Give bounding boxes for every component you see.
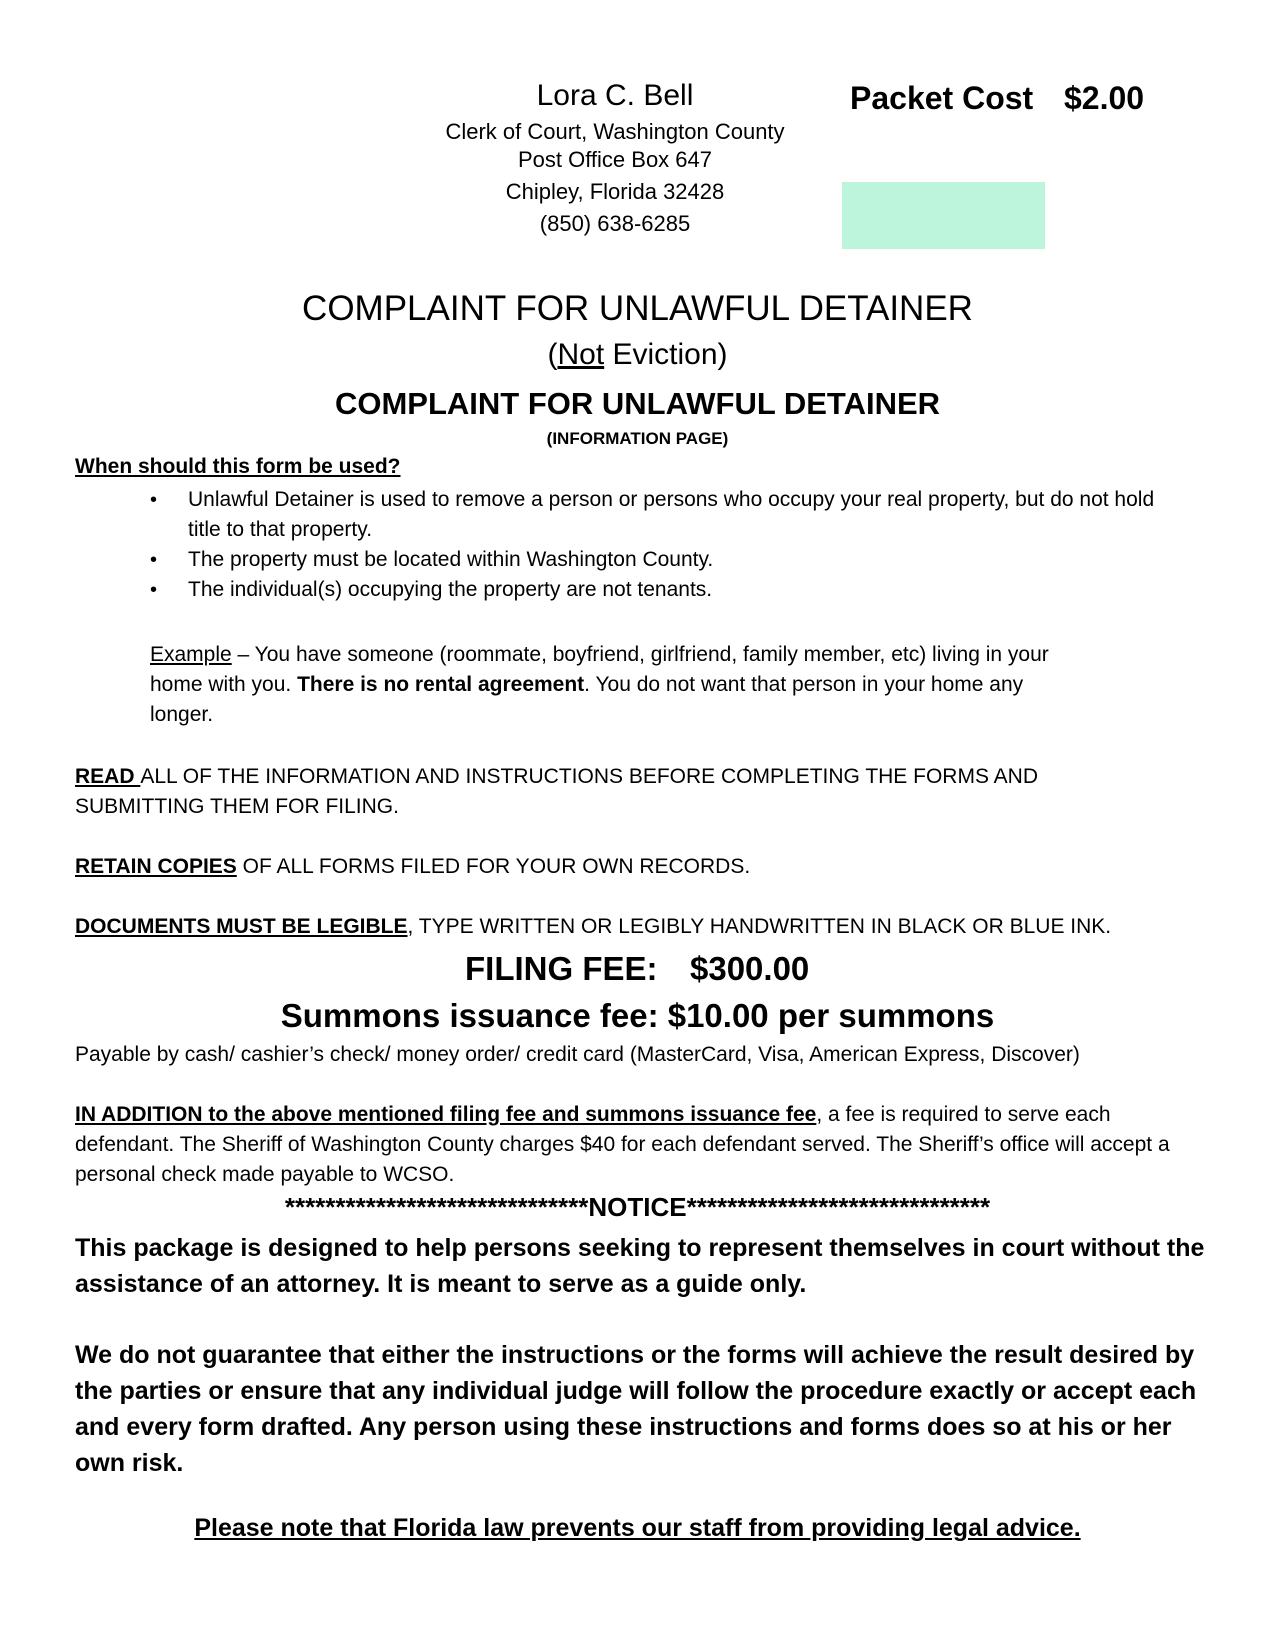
list-item: • Unlawful Detainer is used to remove a person or persons who occupy your real property, but do not hold title to that property.	[150, 485, 1170, 545]
packet-cost-label: Packet Cost	[850, 80, 1034, 116]
additional-fee-paragraph	[75, 1100, 1205, 1190]
address-line-2: Chipley, Florida 32428	[505, 179, 725, 204]
packet-cost-value: $2.00	[1064, 80, 1145, 116]
notice-stars-left: ******************************	[284, 1192, 589, 1222]
list-item: • The property must be located within Washington County.	[150, 545, 1170, 575]
notice-paragraph-2: We do not guarantee that either the instructions or the forms will achieve the result desired by the parties or ensure that any individual judge will follow the procedure exactly or accept each and every form drafted. Any person using these instructions and forms does so at his or her own risk.	[75, 1341, 1197, 1477]
clerk-office: Clerk of Court, Washington County	[445, 119, 785, 144]
example-text-2: . You do not want that person in your home any longer.	[150, 673, 1024, 726]
filing-fee-label: FILING FEE:	[465, 950, 658, 987]
clerk-stamp-area	[842, 182, 1045, 249]
retain-label: RETAIN COPIES	[75, 855, 237, 878]
payment-methods: Payable by cash/ cashier’s check/ money order/ credit card (MasterCard, Visa, American Express, Discover)	[75, 1043, 1080, 1066]
example-label: Example	[150, 643, 232, 666]
legible-label: DOCUMENTS MUST BE LEGIBLE	[75, 915, 408, 938]
example-text-1: – You have someone (roommate, boyfriend, girlfriend, family member, etc) living in your home with you.	[150, 643, 1049, 696]
notice-stars-right: ******************************	[686, 1192, 991, 1222]
form-title: COMPLAINT FOR UNLAWFUL DETAINER	[302, 289, 973, 328]
filing-fee-value: $300.00	[690, 950, 810, 987]
read-instruction	[75, 762, 1055, 822]
additional-fee-text: , a fee is required to serve each defendant. The Sheriff of Washington County charges $40 for each defendant served. The Sheriff’s office will accept a personal check made payable to WCSO.	[75, 1103, 1170, 1186]
read-label: READ	[75, 765, 141, 788]
legible-text: , TYPE WRITTEN OR LEGIBLY HANDWRITTEN IN BLACK OR BLUE INK.	[407, 915, 1112, 938]
summons-fee: Summons issuance fee: $10.00 per summons	[280, 997, 995, 1034]
notice-banner	[0, 1190, 1275, 1224]
additional-fee-label: IN ADDITION to the above mentioned filing fee and summons issuance fee	[75, 1103, 817, 1126]
example-bold: There is no rental agreement	[297, 673, 585, 696]
address-line-1: Post Office Box 647	[517, 147, 713, 172]
retain-instruction	[75, 852, 1195, 882]
clerk-name: Lora C. Bell	[536, 79, 694, 112]
form-subtitle	[0, 336, 1275, 374]
example-paragraph	[150, 640, 1090, 730]
legal-advice-note: Please note that Florida law prevents our staff from providing legal advice.	[194, 1514, 1081, 1542]
list-item: • The individual(s) occupying the property are not tenants.	[150, 575, 1170, 605]
subtitle-open: (	[547, 338, 558, 371]
notice-label: NOTICE	[588, 1192, 687, 1222]
information-page-label: (INFORMATION PAGE)	[546, 429, 729, 448]
when-used-list	[150, 485, 1170, 605]
notice-paragraph-1: This package is designed to help persons seeking to represent themselves in court without the assistance of an attorney. It is meant to serve as a guide only.	[75, 1234, 1205, 1298]
read-text: ALL OF THE INFORMATION AND INSTRUCTIONS BEFORE COMPLETING THE FORMS AND SUBMITTING THEM FOR FILING.	[75, 765, 1038, 818]
subtitle-not: Not	[557, 338, 605, 371]
when-used-heading: When should this form be used?	[75, 455, 401, 478]
retain-text: OF ALL FORMS FILED FOR YOUR OWN RECORDS.	[236, 855, 751, 878]
phone-number: (850) 638-6285	[539, 211, 691, 236]
legible-instruction	[75, 912, 1215, 942]
section-heading: COMPLAINT FOR UNLAWFUL DETAINER	[334, 386, 941, 421]
subtitle-rest: Eviction)	[604, 338, 728, 371]
